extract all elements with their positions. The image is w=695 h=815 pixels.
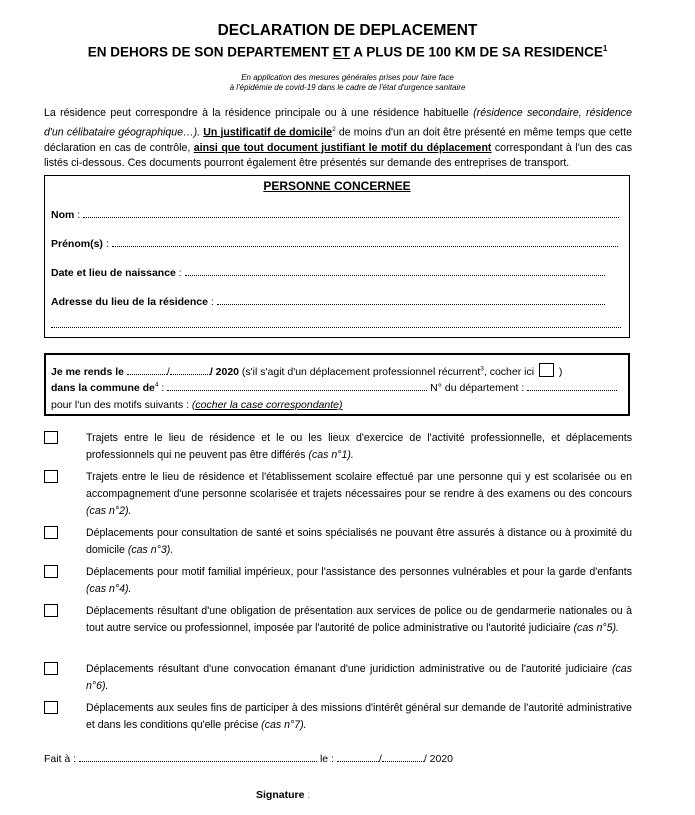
option-6-checkbox[interactable]	[44, 662, 58, 675]
option-1-checkbox[interactable]	[44, 431, 58, 444]
fait-month-field[interactable]	[382, 752, 424, 762]
recurrent-checkbox[interactable]	[539, 363, 554, 377]
adresse-field-2[interactable]	[51, 318, 621, 328]
fait-day-field[interactable]	[337, 752, 379, 762]
signature-label: Signature :	[256, 789, 311, 801]
adresse-row-2	[51, 318, 621, 331]
page-subtitle: EN DEHORS DE SON DEPARTEMENT ET A PLUS DE 100 KM DE SA RESIDENCE$^1$	[87, 44, 608, 60]
date-row: Je me rends le / / 2020 (s'il s'agit d'un déplacement professionnel récurrent$^3$, cocher ici )	[51, 363, 562, 378]
personne-header: PERSONNE CONCERNEE	[263, 179, 411, 193]
adresse-field[interactable]	[217, 295, 605, 305]
declaration-page: DECLARATION DE DEPLACEMENT EN DEHORS DE SON DEPARTEMENT ET A PLUS DE 100 KM DE SA RESIDENCE$^1$ En application des mesures générales prises pour faire face à l'épidémie de covid-19 dans le cadre de l'état d'urgence sanitaire La résidence peut correspondre à la résidence principale ou à une résidence habituelle (résidence secondaire, résidence d'un célibataire géographique…). Un justificatif de domicile$^2$ de moins d'un an doit être présenté en même temps que cette déclaration en cas de contrôle, ainsi que tout document justifiant le motif du déplacement correspondant à l'un des cas listés ci-dessous. Ces documents pourront également être présentés sur demande des entreprises de transport. PERSONNE CONCERNEE Nom : Prénom(s) : Date et lieu de naissance : Adresse du lieu de la résidence : Je me rends le / / 2020 (s'il s'agit d'un déplacement professionnel récurrent$^3$, cocher ici ) dans la commune $de^4$ : N° du département : pour l'un des motifs suivants : (cocher la case correspondante) Trajets entre le lieu de résidence et le ou les lieux d'exercice de l'activité professionnelle, et déplacements professionnels qui ne peuvent pas être différés (cas n°1). Trajets entre le lieu de résidence et l'établissement scolaire effectué par une personne qui y est scolarisée ou en accompagnement d'une personne scolarisée et trajets nécessaires pour se rendre à des examens ou des concours (cas n°2). Déplacements pour consultation de santé et soins spécialisés ne pouvant être assurés à distance ou à proximité du domicile (cas n°3). Déplacements pour motif familial impérieux, pour l'assistance des personnes vulnérables et pour la garde d'enfants (cas n°4). Déplacements résultant d'une obligation de présentation aux services de police ou de gendarmerie nationales ou à tout autre service ou professionnel, imposée par l'autorité de police administrative ou l'autorité judiciaire (cas n°5). Déplacements résultant d'une convocation émanant d'une juridiction administrative ou de l'autorité judiciaire (cas n°6). Déplacements aux seules fins de participer à des missions d'intérêt général sur demande de l'autorité administrative et dans les conditions qu'elle précise (cas n°7). Fait à : le : / / 2020 Signature :	[0, 0, 695, 815]
day-field[interactable]	[127, 365, 167, 375]
application-note: En application des mesures générales prises pour faire face à l'épidémie de covid-19 dans le cadre de l'état d'urgence sanitaire	[229, 73, 466, 92]
option-2-checkbox[interactable]	[44, 470, 58, 483]
page-title: DECLARATION DE DEPLACEMENT	[217, 22, 478, 39]
option-4-checkbox[interactable]	[44, 565, 58, 578]
nom-field[interactable]	[83, 208, 619, 218]
adresse-row: Adresse du lieu de la résidence :	[51, 295, 605, 308]
month-field[interactable]	[170, 365, 210, 375]
fait-a-row: Fait à : le : / / 2020	[44, 753, 454, 765]
naissance-field[interactable]	[185, 266, 605, 276]
option-3-checkbox[interactable]	[44, 526, 58, 539]
departement-field[interactable]	[527, 381, 617, 391]
commune-row: dans la commune $de^4$ : N° du département :	[51, 381, 617, 394]
motifs-row: pour l'un des motifs suivants : (cocher la case correspondante)	[51, 399, 343, 411]
deplacement-box	[44, 353, 630, 416]
naissance-row: Date et lieu de naissance :	[51, 266, 605, 279]
commune-field[interactable]	[167, 381, 427, 391]
option-7-checkbox[interactable]	[44, 701, 58, 714]
option-5-checkbox[interactable]	[44, 604, 58, 617]
intro-paragraph: La résidence peut correspondre à la résidence principale ou à une résidence habituelle (résidence secondaire, résidence d'un célibataire géographique…). Un justificatif de domicile$^2$ de moins d'un an doit être présenté en même temps que cette déclaration en cas de contrôle, ainsi que tout document justifiant le motif du déplacement correspondant à l'un des cas listés ci-dessous. Ces documents pourront également être présentés sur demande des entreprises de transport.	[44, 107, 632, 170]
fait-a-field[interactable]	[79, 752, 317, 762]
nom-row: Nom :	[51, 208, 619, 221]
prenom-field[interactable]	[112, 237, 618, 247]
prenom-row: Prénom(s) :	[51, 237, 618, 250]
personne-concernee-box	[44, 175, 630, 338]
